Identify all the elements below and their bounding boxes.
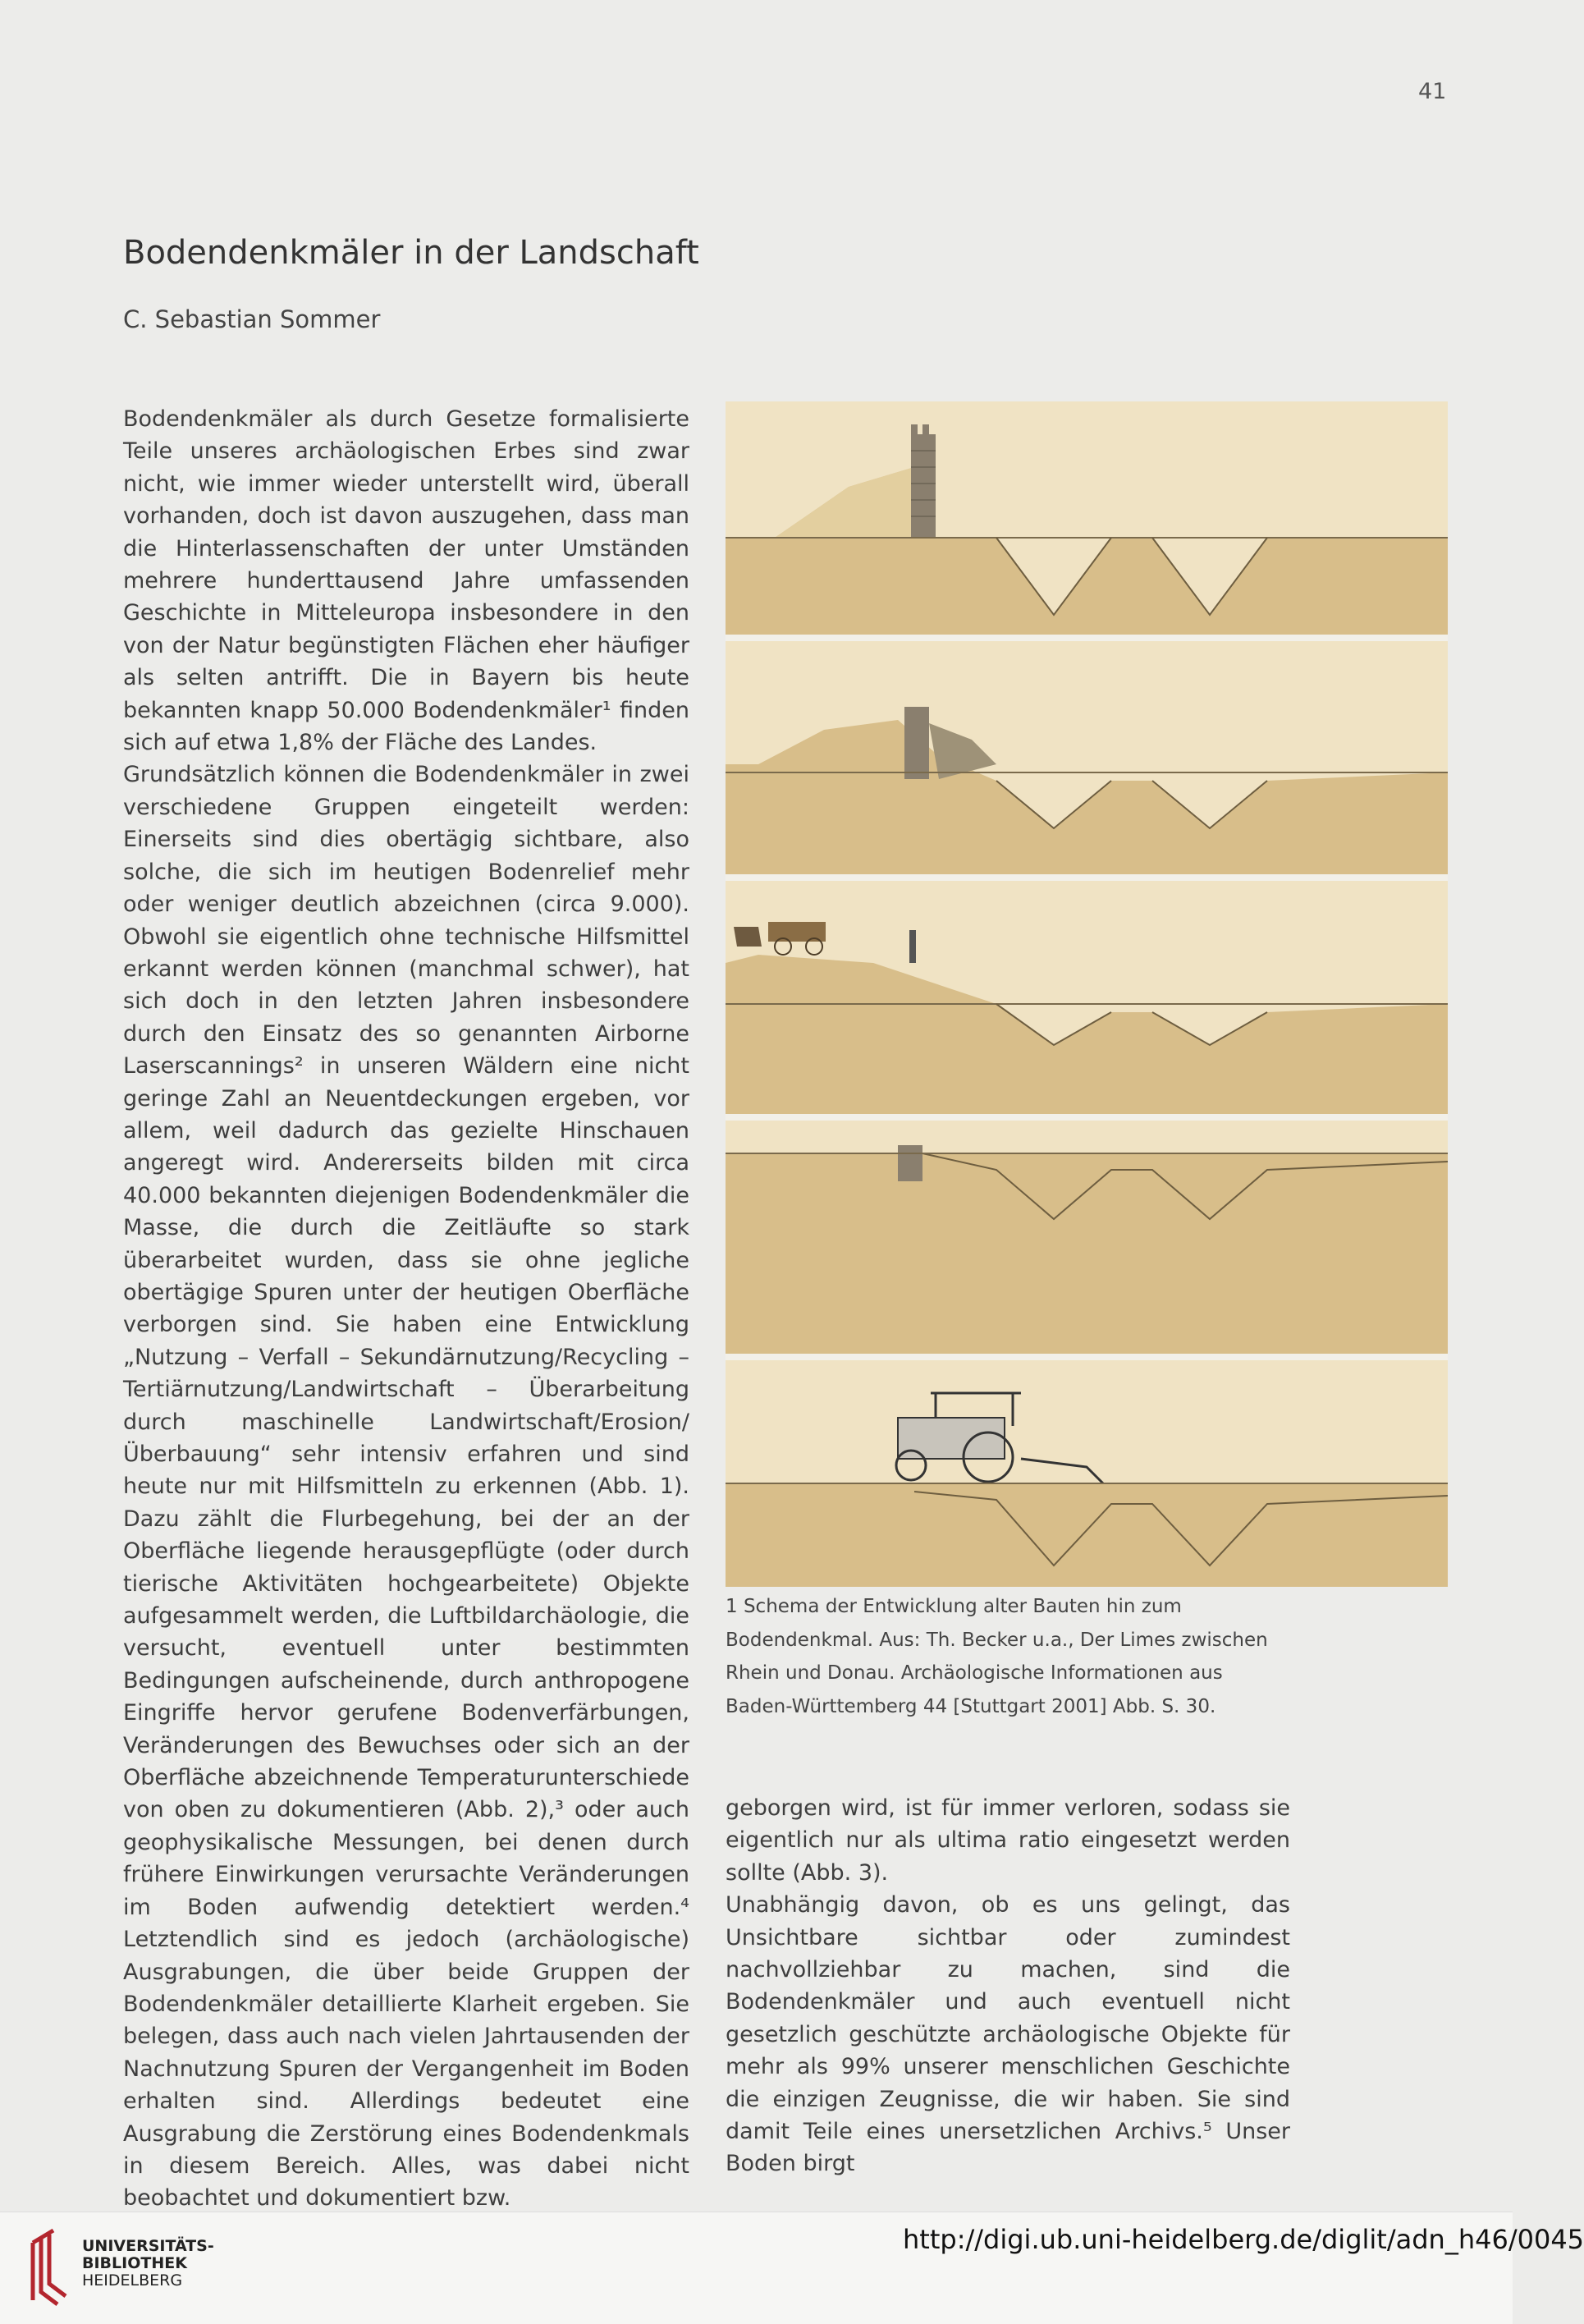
- library-name-line2: BIBLIOTHEK: [82, 2254, 187, 2272]
- right-text-column: [726, 1792, 1290, 2180]
- article-author: C. Sebastian Sommer: [123, 305, 381, 333]
- paragraph: Grundsätzlich können die Bodendenkmäler in zwei verschiedene Gruppen eingeteilt werden: Einerseits sind dies obertägig sichtbare, also solche, die sich im heutigen Bodenrelief mehr oder weniger deutlich abzeichnen (circa 9.000). Obwohl sie eigentlich ohne technische Hilfsmittel erkannt werden können (manchmal schwer), hat sich doch in den letzten Jahren insbesondere durch den Einsatz des so genannten Airborne Laserscannings² in unseren Wäldern eine nicht geringe Zahl an Neuentdeckungen ergeben, vor allem, weil dadurch das gezielte Hinschauen angeregt wird. Andererseits bilden mit circa 40.000 bekannten diejenigen Bodendenkmäler die Masse, die durch die Zeitläufte so stark überarbeitet wurden, dass sie ohne jegliche obertägige Spuren unter der heutigen Oberfläche verborgen sind. Sie haben eine Entwicklung „Nutzung – Verfall – Sekundärnutzung/Recycling – Tertiärnutzung/Landwirtschaft – Überarbeitung durch maschinelle Landwirtschaft/Erosion/Überbauung“ sehr intensiv erfahren und sind heute nur mit Hilfsmitteln zu erkennen (Abb. 1). Dazu zählt die Flurbegehung, bei der an der Oberfläche liegende herausgepflügte (oder durch tierische Aktivitäten hochgearbeitete) Objekte aufgesammelt werden, die Luftbildarchäologie, die versucht, eventuell unter bestimmten Bedingungen aufscheinende, durch anthropogene Eingriffe hervor gerufene Bodenverfärbungen, Veränderungen des Bewuchses oder sich an der Oberfläche abzeichnende Temperaturunterschiede von oben zu dokumentieren (Abb. 2),³ oder auch geophysikalische Messungen, bei denen durch frühere Einwirkungen verursachte Veränderungen im Boden aufwendig detektiert werden.⁴ Letztendlich sind es jedoch (archäologische) Ausgrabungen, die über beide Gruppen der Bodendenkmäler detaillierte Klarheit ergeben. Sie belegen, dass auch nach vielen Jahrtausenden der Nachnutzung Spuren der Vergangenheit im Boden erhalten sind. Allerdings bedeutet eine Ausgrabung die Zerstörung eines Bodendenkmals in diesem Bereich. Alles, was dabei nicht beobachtet und dokumentiert bzw.: [123, 762, 689, 2212]
- panel-1-intact-wall: [726, 401, 1448, 635]
- library-name: [82, 2238, 214, 2290]
- library-name-line3: HEIDELBERG: [82, 2271, 183, 2290]
- panel-5-tractor: [726, 1360, 1448, 1587]
- paragraph: Bodendenkmäler als durch Gesetze formalisierte Teile unseres archäologischen Erbes sind zwar nicht, wie immer wieder unterstellt wird, überall vorhanden, doch ist davon auszugehen, dass man die Hinterlassenschaften der unter Umständen mehrere hunderttausend Jahre umfassenden Geschichte in Mitteleuropa insbesondere in den von der Natur begünstigten Flächen eher häufiger als selten antrifft. Die in Bayern bis heute bekannten knapp 50.000 Bodendenkmäler¹ finden sich auf etwa 1,8% der Fläche des Landes.: [123, 406, 689, 756]
- library-logo-icon: [16, 2226, 74, 2312]
- left-text-column: [123, 403, 689, 2215]
- figure-caption: 1 Schema der Entwicklung alter Bauten hin zum Bodendenkmal. Aus: Th. Becker u.a., Der Limes zwischen Rhein und Donau. Archäologische Informationen aus Baden-Württemberg 44 [Stuttgart 2001] Abb. S. 30.: [726, 1596, 1268, 1717]
- library-name-line1: UNIVERSITÄTS-: [82, 2237, 214, 2255]
- paragraph: geborgen wird, ist für immer verloren, sodass sie eigentlich nur als ultima ratio eingesetzt werden sollte (Abb. 3).: [726, 1795, 1290, 1886]
- article-title: Bodendenkmäler in der Landschaft: [123, 234, 699, 272]
- panel-2-decay: [726, 641, 1448, 874]
- figure-1-diagram: [726, 401, 1448, 1587]
- digital-library-url[interactable]: http://digi.ub.uni-heidelberg.de/diglit/adn_h46/0045: [903, 2224, 1584, 2255]
- panel-3-recycling: [726, 881, 1448, 1114]
- panel-4-agriculture: [726, 1121, 1448, 1354]
- paragraph: Unabhängig davon, ob es uns gelingt, das Unsichtbare sichtbar oder zumindest nachvollziehbar zu machen, sind die Bodendenkmäler und auch eventuell nicht gesetzlich geschützte archäologische Objekte für mehr als 99% unserer menschlichen Geschichte die einzigen Zeugnisse, die wir haben. Sie sind damit Teile eines unersetzlichen Archivs.⁵ Unser Boden birgt: [726, 1892, 1290, 2177]
- page-number: 41: [1418, 79, 1447, 104]
